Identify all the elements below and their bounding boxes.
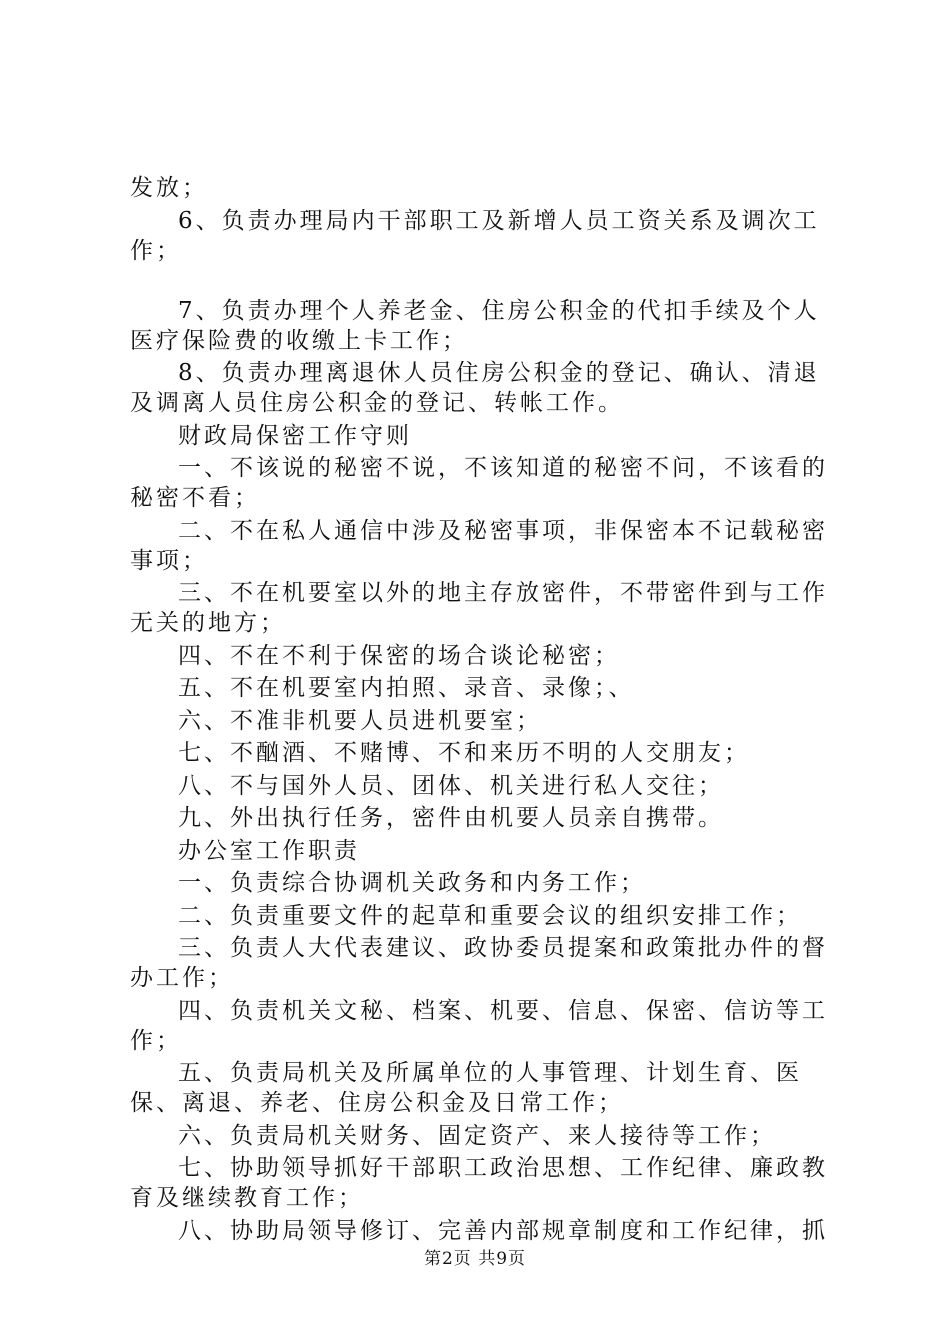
paragraph: 五、负责局机关及所属单位的人事管理、计划生育、医保、离退、养老、住房公积金及日常工作； (130, 1060, 802, 1116)
paragraph: 二、不在私人通信中涉及秘密事项，非保密本不记载秘密事项； (130, 517, 828, 574)
paragraph: 八、协助局领导修订、完善内部规章制度和工作纪律，抓 (178, 1217, 828, 1244)
paragraph: 8、负责办理离退休人员住房公积金的登记、确认、清退及调离人员住房公积金的登记、转帐工作。 (130, 360, 820, 416)
paragraph: 三、不在机要室以外的地主存放密件，不带密件到与工作无关的地方； (130, 580, 828, 636)
paragraph: 五、不在机要室内拍照、录音、录像；、 (178, 675, 635, 701)
paragraph: 八、不与国外人员、团体、机关进行私人交往； (178, 772, 724, 799)
page-number: 第2页 共9页 (423, 1249, 527, 1269)
paragraph: 四、不在不利于保密的场合谈论秘密； (178, 642, 620, 669)
paragraph: 九、外出执行任务，密件由机要人员亲自携带。 (178, 805, 724, 831)
section-heading: 办公室工作职责 (178, 837, 360, 864)
section-heading: 财政局保密工作守则 (178, 422, 412, 449)
paragraph: 6、负责办理局内干部职工及新增人员工资关系及调次工作； (130, 207, 820, 264)
paragraph: 三、负责人大代表建议、政协委员提案和政策批办件的督办工作； (130, 935, 828, 991)
paragraph: 7、负责办理个人养老金、住房公积金的代扣手续及个人医疗保险费的收缴上卡工作； (130, 297, 820, 354)
paragraph: 发放； (130, 175, 208, 201)
paragraph: 七、协助领导抓好干部职工政治思想、工作纪律、廉政教育及继续教育工作； (130, 1155, 828, 1211)
paragraph: 四、负责机关文秘、档案、机要、信息、保密、信访等工作； (130, 997, 828, 1054)
paragraph: 二、负责重要文件的起草和重要会议的组织安排工作； (178, 902, 802, 929)
document-body (130, 173, 835, 1248)
paragraph: 六、负责局机关财务、固定资产、来人接待等工作； (178, 1122, 776, 1149)
paragraph: 一、不该说的秘密不说，不该知道的秘密不问，不该看的秘密不看； (130, 455, 828, 511)
paragraph: 六、不准非机要人员进机要室； (178, 707, 542, 734)
paragraph: 一、负责综合协调机关政务和内务工作； (178, 870, 646, 896)
paragraph: 七、不酗酒、不赌博、不和来历不明的人交朋友； (178, 740, 750, 766)
